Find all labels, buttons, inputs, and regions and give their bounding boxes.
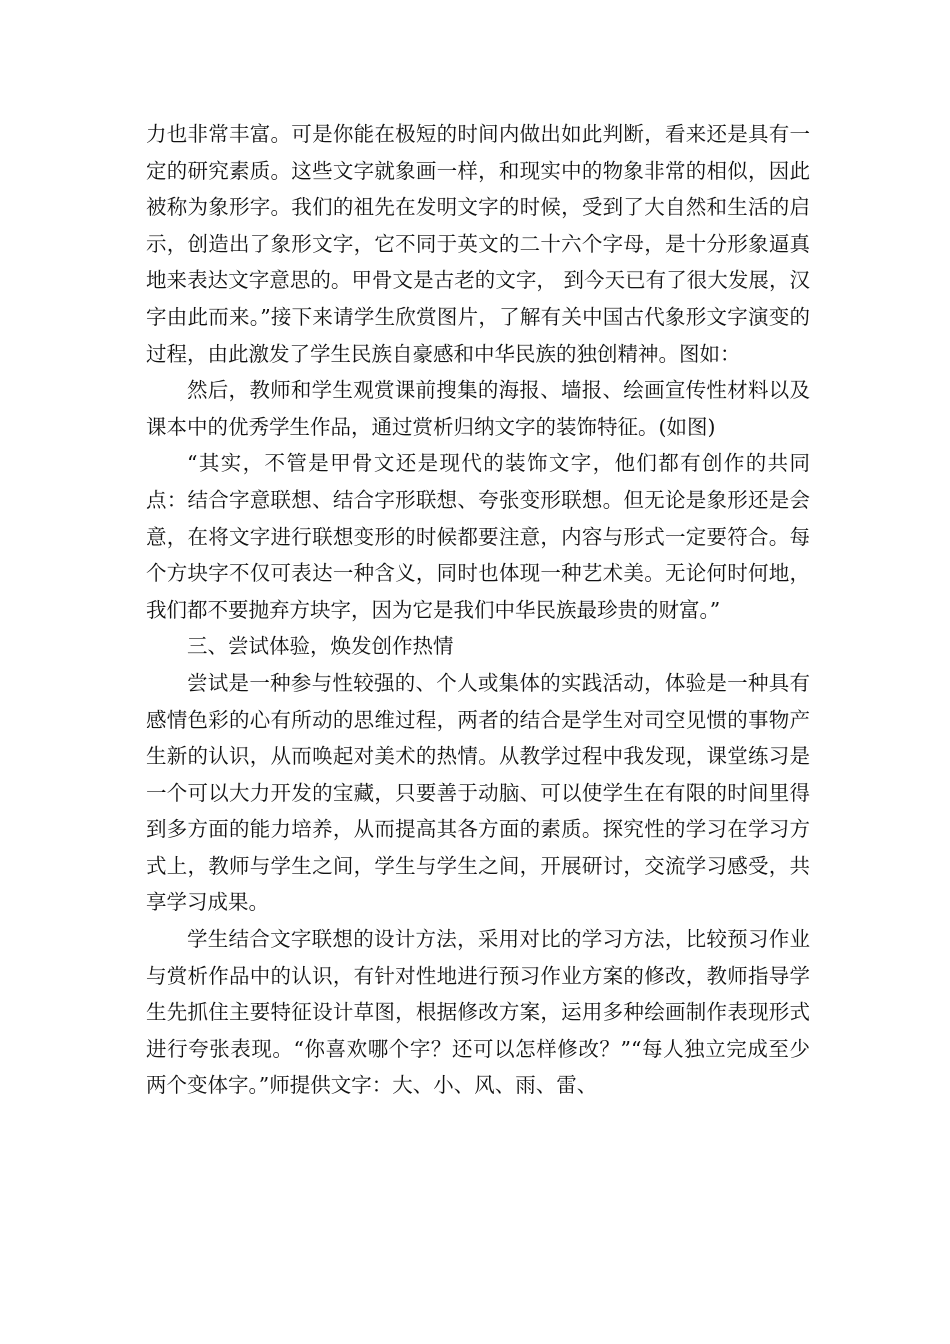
paragraph-quote-summary: “其实，不管是甲骨文还是现代的装饰文字，他们都有创作的共同点：结合字意联想、结合字形联想、夸张变形联想。但无论是象形还是会意，在将文字进行联想变形的时候都要注意，内容与形式一定要符合。每个方块字不仅可表达一种含义，同时也体现一种艺术美。无论何时何地，我们都不要抛弃方块字，因为它是我们中华民族最珍贵的财富。” [146, 451, 810, 622]
paragraph-appreciation: 然后，教师和学生观赏课前搜集的海报、墙报、绘画宣传性材料以及课本中的优秀学生作品，通过赏析归纳文字的装饰特征。(如图) [146, 378, 810, 439]
paragraph-continued: 力也非常丰富。可是你能在极短的时间内做出如此判断，看来还是具有一定的研究素质。这些文字就象画一样，和现实中的物象非常的相似，因此被称为象形字。我们的祖先在发明文字的时候，受到了大自然和生活的启示，创造出了象形文字，它不同于英文的二十六个字母，是十分形象逼真地来表达文字意思的。甲骨文是古老的文字， 到今天已有了很大发展，汉字由此而来。”接下来请学生欣赏图片，了解有关中国古代象形文字演变的过程，由此激发了学生民族自豪感和中华民族的独创精神。图如： [146, 122, 810, 366]
paragraph-trial-experience: 尝试是一种参与性较强的、个人或集体的实践活动，体验是一种具有感情色彩的心有所动的思维过程，两者的结合是学生对司空见惯的事物产生新的认识，从而唤起对美术的热情。从教学过程中我发现，课堂练习是一个可以大力开发的宝藏，只要善于动脑、可以使学生在有限的时间里得到多方面的能力培养，从而提高其各方面的素质。探究性的学习在学习方式上，教师与学生之间，学生与学生之间，开展研讨，交流学习感受，共享学习成果。 [146, 670, 810, 915]
document-page [146, 116, 810, 1104]
paragraph-student-design: 学生结合文字联想的设计方法，采用对比的学习方法，比较预习作业与赏析作品中的认识，有针对性地进行预习作业方案的修改，教师指导学生先抓住主要特征设计草图，根据修改方案，运用多种绘画制作表现形式进行夸张表现。“你喜欢哪个字？还可以怎样修改？”“每人独立完成至少两个变体字。”师提供文字：大、小、风、雨、雷、 [146, 927, 810, 1098]
section-heading-3: 三、尝试体验，焕发创作热情 [187, 634, 454, 659]
